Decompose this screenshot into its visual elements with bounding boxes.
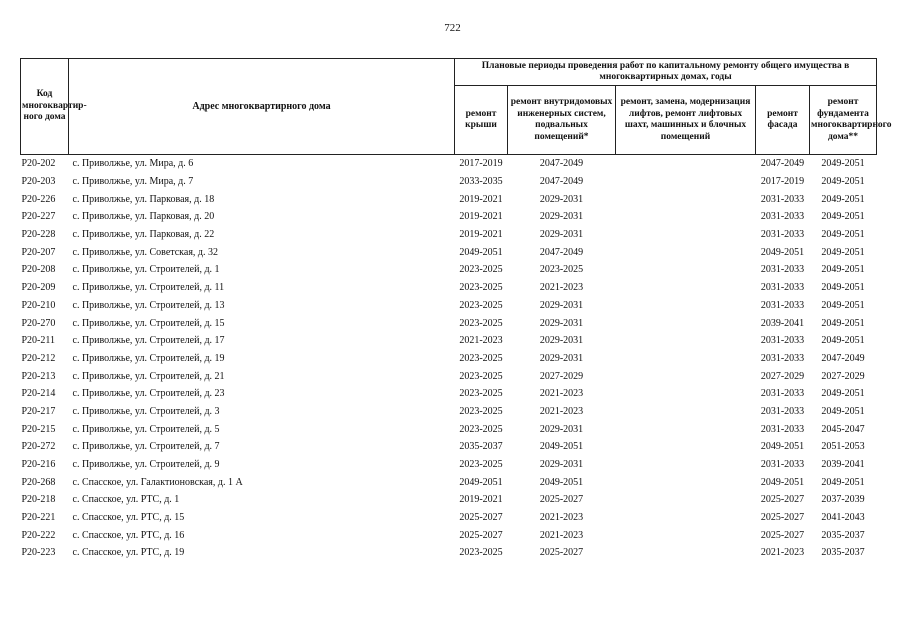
cell-roof: 2023-2025 — [459, 352, 503, 364]
cell-systems: 2025-2027 — [539, 494, 584, 506]
cell-foundation: 2039-2041 — [821, 459, 865, 471]
cell-systems: 2021-2023 — [539, 512, 584, 524]
cell-code: P20-222 — [21, 529, 56, 541]
cell-address: с. Приволжье, ул. Строителей, д. 19 — [72, 352, 225, 364]
cell-facade: 2031-2033 — [760, 335, 805, 347]
cell-code: P20-221 — [21, 512, 56, 524]
table-row — [21, 190, 877, 208]
table-row — [21, 420, 877, 438]
header-address: Адрес многоквартирного дома — [69, 59, 455, 155]
cell-address: с. Приволжье, ул. Строителей, д. 17 — [72, 335, 225, 347]
cell-facade: 2049-2051 — [760, 441, 805, 453]
cell-facade: 2039-2041 — [760, 317, 805, 329]
cell-facade: 2049-2051 — [760, 246, 805, 258]
cell-roof: 2025-2027 — [459, 512, 503, 524]
header-code: Код многоквартир-ного дома — [21, 59, 69, 155]
cell-lifts — [616, 544, 756, 562]
table-row — [21, 226, 877, 244]
cell-lifts — [616, 456, 756, 474]
cell-address: с. Приволжье, ул. Строителей, д. 23 — [72, 388, 225, 400]
cell-code: P20-209 — [21, 282, 56, 294]
cell-address: с. Спасское, ул. РТС, д. 16 — [72, 529, 185, 541]
cell-address: с. Приволжье, ул. Строителей, д. 21 — [72, 370, 225, 382]
cell-systems: 2021-2023 — [539, 405, 584, 417]
table-row — [21, 243, 877, 261]
cell-code: P20-227 — [21, 211, 56, 223]
table-header — [21, 59, 892, 155]
cell-roof: 2023-2025 — [459, 317, 503, 329]
cell-address: с. Приволжье, ул. Строителей, д. 7 — [72, 441, 220, 453]
cell-foundation: 2049-2051 — [821, 264, 865, 276]
cell-address: с. Приволжье, ул. Мира, д. 6 — [72, 158, 194, 170]
cell-systems: 2027-2029 — [539, 370, 584, 382]
cell-facade: 2047-2049 — [760, 158, 805, 170]
cell-code: P20-226 — [21, 193, 56, 205]
cell-lifts — [616, 385, 756, 403]
cell-facade: 2031-2033 — [760, 299, 805, 311]
cell-facade: 2025-2027 — [760, 529, 805, 541]
table-row — [21, 332, 877, 350]
cell-lifts — [616, 473, 756, 491]
cell-lifts — [616, 208, 756, 226]
cell-address: с. Приволжье, ул. Строителей, д. 9 — [72, 459, 220, 471]
cell-code: P20-217 — [21, 405, 56, 417]
table-row — [21, 367, 877, 385]
cell-lifts — [616, 261, 756, 279]
cell-roof: 2023-2025 — [459, 547, 503, 559]
table-row — [21, 297, 877, 315]
cell-facade: 2031-2033 — [760, 388, 805, 400]
cell-lifts — [616, 420, 756, 438]
cell-facade: 2031-2033 — [760, 459, 805, 471]
cell-foundation: 2049-2051 — [821, 246, 865, 258]
cell-code: P20-223 — [21, 547, 56, 559]
cell-systems: 2029-2031 — [539, 317, 584, 329]
cell-systems: 2023-2025 — [539, 264, 584, 276]
cell-foundation: 2037-2039 — [821, 494, 865, 506]
cell-lifts — [616, 509, 756, 527]
cell-lifts — [616, 350, 756, 368]
cell-systems: 2021-2023 — [539, 282, 584, 294]
cell-lifts — [616, 190, 756, 208]
cell-systems: 2029-2031 — [539, 352, 584, 364]
cell-roof: 2049-2051 — [459, 476, 503, 488]
cell-address: с. Приволжье, ул. Строителей, д. 15 — [72, 317, 225, 329]
table-row — [21, 208, 877, 226]
cell-roof: 2023-2025 — [459, 405, 503, 417]
table-row — [21, 155, 877, 173]
cell-code: P20-216 — [21, 459, 56, 471]
cell-systems: 2029-2031 — [539, 459, 584, 471]
cell-systems: 2029-2031 — [539, 299, 584, 311]
cell-code: P20-228 — [21, 229, 56, 241]
table-row — [21, 350, 877, 368]
cell-roof: 2023-2025 — [459, 370, 503, 382]
cell-lifts — [616, 173, 756, 191]
cell-foundation: 2049-2051 — [821, 176, 865, 188]
cell-facade: 2031-2033 — [760, 423, 805, 435]
table-row — [21, 509, 877, 527]
header-facade: ремонт фасада — [756, 86, 810, 155]
cell-lifts — [616, 403, 756, 421]
cell-systems: 2029-2031 — [539, 211, 584, 223]
cell-code: P20-202 — [21, 158, 56, 170]
table-row — [21, 261, 877, 279]
cell-foundation: 2049-2051 — [821, 476, 865, 488]
cell-address: с. Приволжье, ул. Строителей, д. 13 — [72, 299, 225, 311]
table-row — [21, 473, 877, 491]
header-lifts: ремонт, замена, модернизация лифтов, ремонт лифтовых шахт, машинных и блочных помещений — [616, 86, 756, 155]
header-foundation: ремонт фундамента многоквартирного дома** — [810, 86, 877, 155]
cell-systems: 2021-2023 — [539, 388, 584, 400]
cell-address: с. Спасское, ул. РТС, д. 15 — [72, 512, 185, 524]
cell-code: P20-211 — [21, 335, 56, 347]
cell-foundation: 2027-2029 — [821, 370, 865, 382]
table-row — [21, 544, 877, 562]
table-row — [21, 456, 877, 474]
header-roof: ремонт крыши — [455, 86, 508, 155]
cell-facade: 2031-2033 — [760, 352, 805, 364]
cell-code: P20-213 — [21, 370, 56, 382]
cell-lifts — [616, 491, 756, 509]
cell-code: P20-208 — [21, 264, 56, 276]
cell-address: с. Приволжье, ул. Парковая, д. 18 — [72, 193, 215, 205]
table-row — [21, 403, 877, 421]
cell-facade: 2031-2033 — [760, 264, 805, 276]
table-body — [21, 155, 877, 562]
cell-roof: 2023-2025 — [459, 388, 503, 400]
cell-foundation: 2049-2051 — [821, 282, 865, 294]
table-row — [21, 385, 877, 403]
cell-lifts — [616, 332, 756, 350]
cell-roof: 2017-2019 — [459, 158, 503, 170]
cell-code: P20-215 — [21, 423, 56, 435]
cell-roof: 2019-2021 — [459, 211, 503, 223]
table-row — [21, 438, 877, 456]
cell-systems: 2029-2031 — [539, 193, 584, 205]
cell-roof: 2033-2035 — [459, 176, 503, 188]
cell-roof: 2019-2021 — [459, 229, 503, 241]
header-systems: ремонт внутридомовых инженерных систем, подвальных помещений* — [508, 86, 616, 155]
cell-lifts — [616, 297, 756, 315]
cell-facade: 2017-2019 — [760, 176, 805, 188]
cell-foundation: 2035-2037 — [821, 547, 865, 559]
cell-systems: 2029-2031 — [539, 335, 584, 347]
cell-address: с. Спасское, ул. Галактионовская, д. 1 А — [72, 476, 243, 488]
cell-systems: 2025-2027 — [539, 547, 584, 559]
cell-facade: 2031-2033 — [760, 211, 805, 223]
cell-foundation: 2049-2051 — [821, 193, 865, 205]
cell-lifts — [616, 243, 756, 261]
cell-lifts — [616, 526, 756, 544]
cell-foundation: 2049-2051 — [821, 317, 865, 329]
cell-systems: 2047-2049 — [539, 158, 584, 170]
cell-facade: 2025-2027 — [760, 512, 805, 524]
cell-roof: 2035-2037 — [459, 441, 503, 453]
cell-roof: 2023-2025 — [459, 423, 503, 435]
cell-address: с. Приволжье, ул. Мира, д. 7 — [72, 176, 194, 188]
cell-roof: 2025-2027 — [459, 529, 503, 541]
cell-facade: 2031-2033 — [760, 229, 805, 241]
cell-foundation: 2049-2051 — [821, 229, 865, 241]
cell-systems: 2047-2049 — [539, 246, 584, 258]
cell-code: P20-212 — [21, 352, 56, 364]
cell-foundation: 2049-2051 — [821, 299, 865, 311]
cell-address: с. Приволжье, ул. Парковая, д. 20 — [72, 211, 215, 223]
cell-foundation: 2035-2037 — [821, 529, 865, 541]
cell-systems: 2049-2051 — [539, 476, 584, 488]
table-row — [21, 491, 877, 509]
cell-address: с. Приволжье, ул. Строителей, д. 11 — [72, 282, 225, 294]
cell-address: с. Приволжье, ул. Парковая, д. 22 — [72, 229, 215, 241]
cell-roof: 2023-2025 — [459, 282, 503, 294]
cell-roof: 2019-2021 — [459, 193, 503, 205]
cell-foundation: 2049-2051 — [821, 335, 865, 347]
cell-foundation: 2041-2043 — [821, 512, 865, 524]
cell-facade: 2031-2033 — [760, 405, 805, 417]
cell-roof: 2049-2051 — [459, 246, 503, 258]
cell-roof: 2019-2021 — [459, 494, 503, 506]
cell-foundation: 2049-2051 — [821, 158, 865, 170]
cell-facade: 2049-2051 — [760, 476, 805, 488]
table-row — [21, 173, 877, 191]
cell-lifts — [616, 314, 756, 332]
cell-foundation: 2049-2051 — [821, 211, 865, 223]
repair-schedule-table — [20, 58, 892, 562]
cell-foundation: 2049-2051 — [821, 388, 865, 400]
cell-facade: 2031-2033 — [760, 282, 805, 294]
cell-code: P20-210 — [21, 299, 56, 311]
cell-facade: 2027-2029 — [760, 370, 805, 382]
cell-facade: 2021-2023 — [760, 547, 805, 559]
table-row — [21, 526, 877, 544]
cell-foundation: 2047-2049 — [821, 352, 865, 364]
cell-foundation: 2049-2051 — [821, 405, 865, 417]
cell-address: с. Спасское, ул. РТС, д. 1 — [72, 494, 180, 506]
cell-address: с. Приволжье, ул. Советская, д. 32 — [72, 246, 219, 258]
cell-code: P20-207 — [21, 246, 56, 258]
cell-systems: 2047-2049 — [539, 176, 584, 188]
cell-roof: 2023-2025 — [459, 299, 503, 311]
table-row — [21, 279, 877, 297]
page-number: 722 — [444, 22, 461, 34]
cell-code: P20-272 — [21, 441, 56, 453]
cell-roof: 2021-2023 — [459, 335, 503, 347]
cell-foundation: 2051-2053 — [821, 441, 865, 453]
cell-facade: 2025-2027 — [760, 494, 805, 506]
cell-roof: 2023-2025 — [459, 459, 503, 471]
cell-lifts — [616, 279, 756, 297]
cell-lifts — [616, 367, 756, 385]
cell-lifts — [616, 226, 756, 244]
cell-code: P20-203 — [21, 176, 56, 188]
cell-code: P20-218 — [21, 494, 56, 506]
table-row — [21, 314, 877, 332]
cell-systems: 2049-2051 — [539, 441, 584, 453]
cell-address: с. Спасское, ул. РТС, д. 19 — [72, 547, 185, 559]
cell-address: с. Приволжье, ул. Строителей, д. 1 — [72, 264, 220, 276]
cell-foundation: 2045-2047 — [821, 423, 865, 435]
cell-systems: 2029-2031 — [539, 229, 584, 241]
cell-address: с. Приволжье, ул. Строителей, д. 5 — [72, 423, 220, 435]
cell-code: P20-214 — [21, 388, 56, 400]
cell-code: P20-270 — [21, 317, 56, 329]
cell-systems: 2029-2031 — [539, 423, 584, 435]
cell-lifts — [616, 438, 756, 456]
cell-code: P20-268 — [21, 476, 56, 488]
cell-facade: 2031-2033 — [760, 193, 805, 205]
header-planned-periods: Плановые периоды проведения работ по капитальному ремонту общего имущества в многоквартирных домах, годы — [455, 59, 877, 86]
cell-systems: 2021-2023 — [539, 529, 584, 541]
cell-address: с. Приволжье, ул. Строителей, д. 3 — [72, 405, 220, 417]
cell-lifts — [616, 155, 756, 173]
cell-roof: 2023-2025 — [459, 264, 503, 276]
